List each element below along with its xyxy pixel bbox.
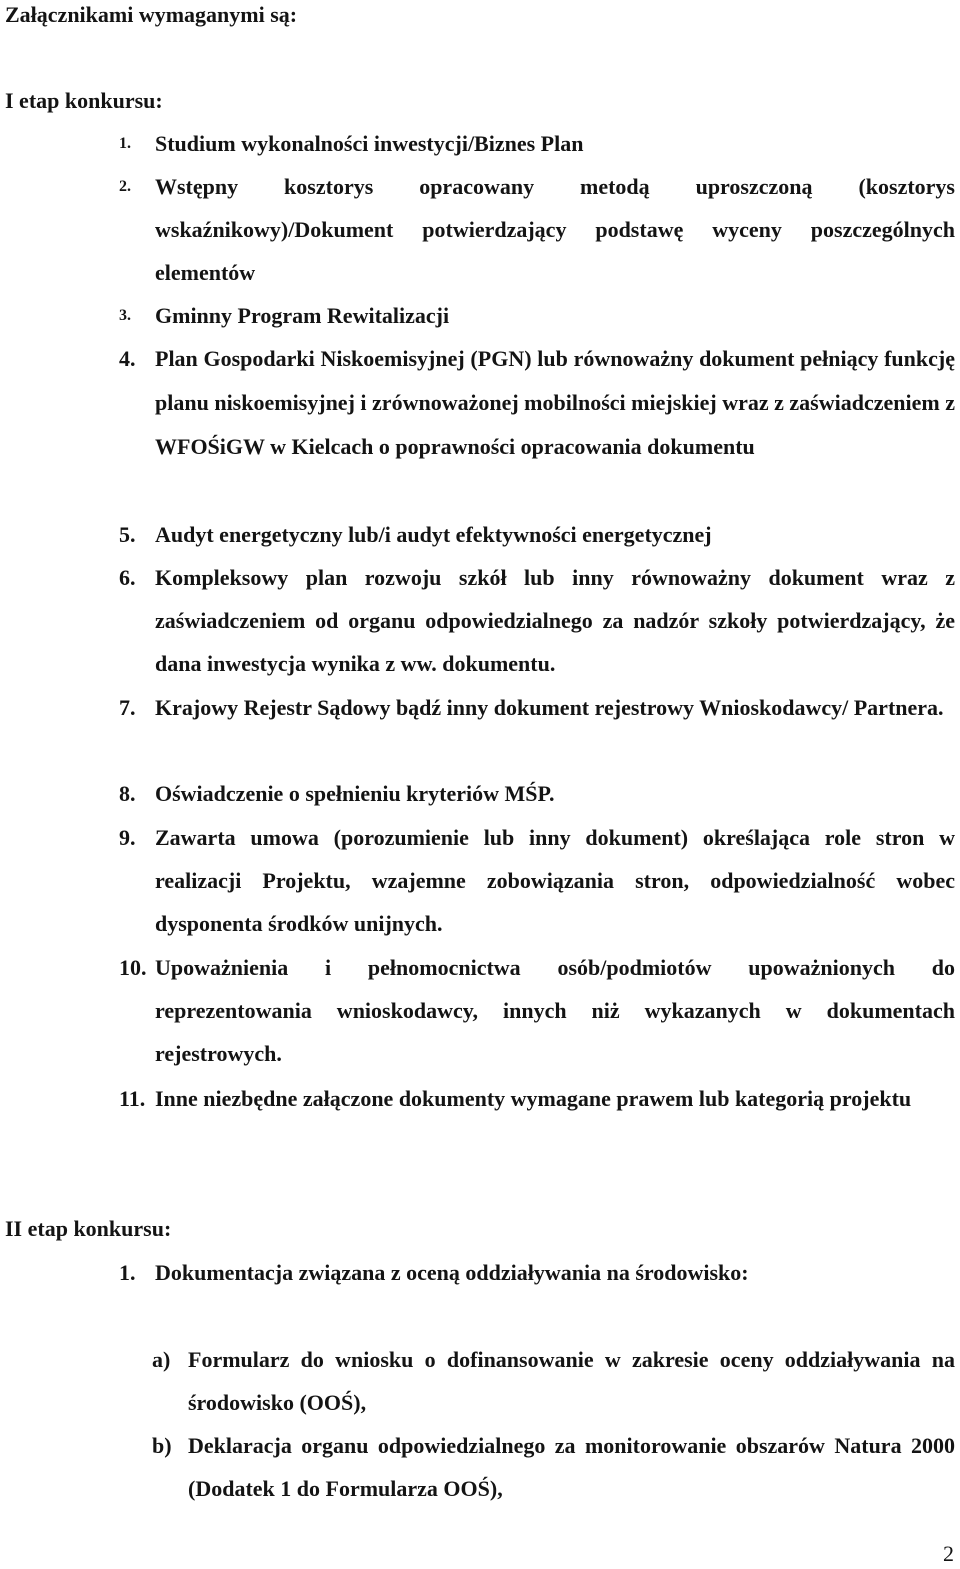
item-number: 2.: [119, 178, 131, 195]
item-number: 7.: [119, 695, 136, 720]
item-number: 1.: [119, 1260, 136, 1285]
item-text: Upoważnienia i pełnomocnictwa osób/podmiotów upoważnionych do reprezentowania wnioskodawcy, innych niż wykazanych w dokumentach rejestrowych.: [155, 955, 955, 1066]
item-text: Wstępny kosztorys opracowany metodą uproszczoną (kosztorys wskaźnikowy)/Dokument potwierdzający podstawę wyceny poszczególnych elementów: [155, 174, 955, 285]
stage-1-item-11: [119, 1077, 955, 1120]
item-number: 3.: [119, 307, 131, 324]
item-text: Audyt energetyczny lub/i audyt efektywności energetycznej: [155, 522, 712, 547]
subitem-letter: a): [152, 1347, 171, 1372]
item-number: 6.: [119, 565, 136, 590]
item-text: Kompleksowy plan rozwoju szkół lub inny równoważny dokument wraz z zaświadczeniem od organu odpowiedzialnego za nadzór szkoły potwierdzający, że dana inwestycja wynika z ww. dokumentu.: [155, 565, 955, 676]
stage-1-item-10: [119, 946, 955, 1075]
stage-1-heading: I etap konkursu:: [5, 88, 163, 113]
stage-1-item-2: [119, 165, 955, 294]
stage-1-item-7: [119, 686, 955, 729]
stage-1-item-5: [119, 513, 955, 556]
subitem-text: Deklaracja organu odpowiedzialnego za monitorowanie obszarów Natura 2000 (Dodatek 1 do Formularza OOŚ),: [188, 1433, 955, 1501]
stage-1-item-9: [119, 816, 955, 945]
item-number: 9.: [119, 825, 136, 850]
intro-heading: Załącznikami wymaganymi są:: [5, 2, 298, 27]
item-text: Zawarta umowa (porozumienie lub inny dokument) określająca role stron w realizacji Projektu, wzajemne zobowiązania stron, odpowiedzialność wobec dysponenta środków unijnych.: [155, 825, 955, 936]
stage-1-item-1: [119, 122, 955, 165]
item-text: Gminny Program Rewitalizacji: [155, 303, 450, 328]
item-text: Studium wykonalności inwestycji/Biznes Plan: [155, 131, 584, 156]
item-number: 4.: [119, 346, 136, 371]
item-text: Krajowy Rejestr Sądowy bądź inny dokument rejestrowy Wnioskodawcy/ Partnera.: [155, 695, 944, 720]
stage-2-item-1: [119, 1251, 955, 1294]
item-number: 10.: [119, 955, 147, 980]
item-text: Dokumentacja związana z oceną oddziaływania na środowisko:: [155, 1260, 749, 1285]
item-text: Oświadczenie o spełnieniu kryteriów MŚP.: [155, 781, 555, 806]
stage-1-item-8: [119, 772, 955, 815]
stage-1-item-3: [119, 294, 955, 337]
item-text: Inne niezbędne załączone dokumenty wymagane prawem lub kategorią projektu: [155, 1086, 912, 1111]
stage-2-subitem-a: [152, 1338, 955, 1424]
subitem-letter: b): [152, 1433, 172, 1458]
item-text: Plan Gospodarki Niskoemisyjnej (PGN) lub równoważny dokument pełniący funkcję planu niskoemisyjnej i zrównoważonej mobilności miejskiej wraz z zaświadczeniem z WFOŚiGW w Kielcach o poprawności opracowania dokumentu: [155, 346, 955, 459]
stage-2-subitem-b: [152, 1424, 955, 1510]
stage-1-item-6: [119, 556, 955, 685]
item-number: 8.: [119, 781, 136, 806]
item-number: 1.: [119, 135, 131, 152]
stage-2-heading: II etap konkursu:: [5, 1216, 172, 1241]
stage-1-item-4: [119, 337, 955, 469]
item-number: 5.: [119, 522, 136, 547]
item-number: 11.: [119, 1086, 146, 1111]
subitem-text: Formularz do wniosku o dofinansowanie w zakresie oceny oddziaływania na środowisko (OOŚ),: [188, 1347, 955, 1415]
page-number: 2: [943, 1541, 954, 1566]
